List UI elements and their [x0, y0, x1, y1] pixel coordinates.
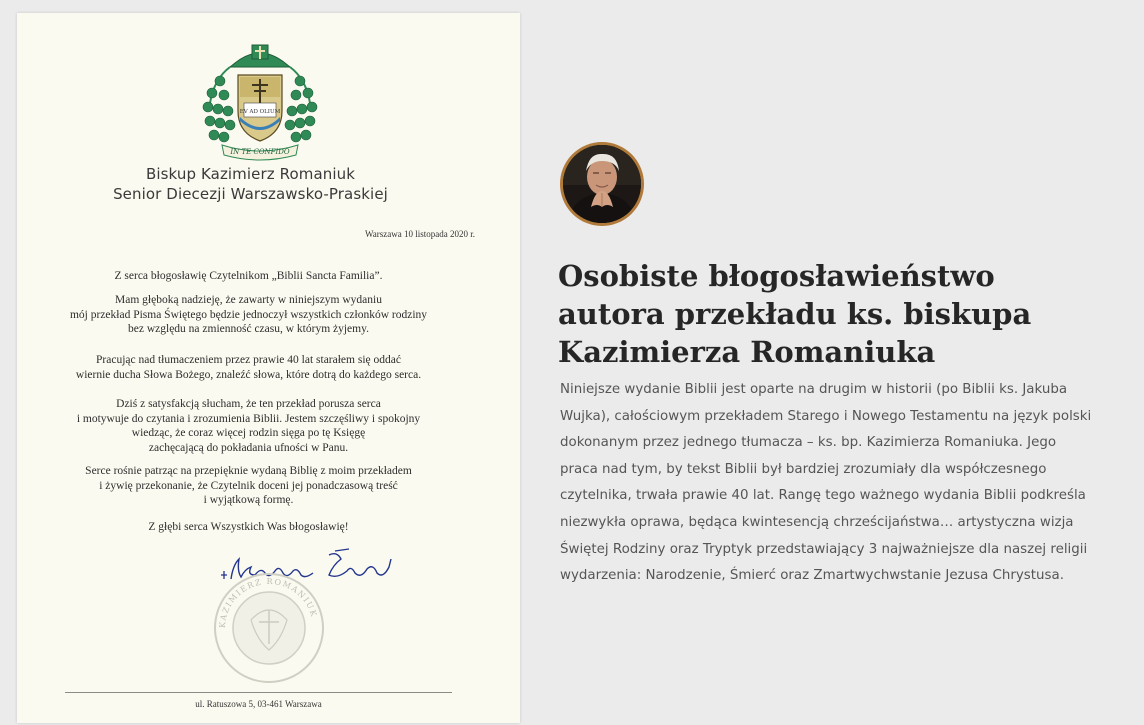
- coat-motto: IN TE CONFIDO: [230, 148, 290, 156]
- article-heading-line: autora przekładu ks. biskupa: [558, 297, 1032, 331]
- letter-line: bez względu na zmienność czasu, w którym żyjemy.: [128, 323, 369, 336]
- letter-paragraph: [17, 397, 520, 455]
- portrait-image: [563, 145, 641, 223]
- article-body: [560, 377, 1092, 590]
- letter-address: ul. Ratuszowa 5, 03-461 Warszawa: [195, 699, 322, 709]
- seal-text: KAZIMIERZ ROMANIUK: [217, 576, 319, 629]
- article-heading: [558, 257, 1038, 371]
- letter-paragraph: [17, 464, 520, 508]
- letter-paragraph: [17, 293, 520, 337]
- letter-line: i wyjątkową formę.: [203, 494, 294, 507]
- article-body-line: Świętej Rodziny oraz Tryptyk przedstawiający 3 najważniejsze dla naszej religii: [560, 541, 1088, 557]
- letter-line: i motywuje do czytania i zrozumienia Biblii. Jestem szczęśliwy i spokojny: [76, 412, 421, 425]
- coat-of-arms-icon: [200, 41, 320, 163]
- article-body-line: czytelnika, trwała prawie 40 lat. Rangę tego ważnego wydania Biblii podkreśla: [560, 488, 1086, 504]
- embossed-seal: [211, 570, 327, 686]
- letter-line: wiedząc, że coraz więcej rodzin sięga po tę Księgę: [131, 427, 366, 440]
- letter-paragraph: [17, 353, 520, 382]
- article-body-line: niezwykła oprawa, będąca kwintesencją chrześcijaństwa… artystyczna wizja: [560, 514, 1074, 530]
- letter-line: Pracując nad tłumaczeniem przez prawie 40 lat starałem się oddać: [96, 354, 401, 366]
- article-body-line: dokonanym przez jednego tłumacza – ks. bp. Kazimierza Romaniuka. Jego: [560, 435, 1057, 451]
- letter-line: Serce rośnie patrząc na przepięknie wydaną Biblię z moim przekładem: [85, 465, 412, 477]
- article-body-line: praca nad tym, by tekst Biblii był bardziej zrozumiały dla współczesnego: [560, 461, 1047, 477]
- article-heading-line: Kazimierza Romaniuka: [558, 335, 936, 369]
- article-heading-line: Osobiste błogosławieństwo: [558, 259, 995, 293]
- letter-line: Z serca błogosławię Czytelnikom „Biblii Sancta Familia”.: [114, 270, 383, 282]
- bishop-portrait-avatar: [560, 142, 644, 226]
- coat-inscription: EV AD OLIUM: [239, 109, 281, 115]
- letter-sender-name: Biskup Kazimierz Romaniuk: [145, 165, 355, 183]
- article-body-line: Wujka), całościowym przekładem Starego i Nowego Testamentu na język polski: [560, 408, 1092, 424]
- article-body-line: Niniejsze wydanie Biblii jest oparte na drugim w historii (po Biblii ks. Jakuba: [560, 382, 1068, 397]
- letter-line: Dziś z satysfakcją słucham, że ten przekład porusza serca: [116, 398, 381, 410]
- letter-line: zachęcającą do pokładania ufności w Panu.: [148, 441, 349, 454]
- letter-line: Mam głęboką nadzieję, że zawarty w niniejszym wydaniu: [115, 294, 382, 306]
- letter-line: mój przekład Pisma Świętego będzie jednoczył wszystkich członków rodziny: [69, 308, 428, 321]
- letter-paragraph: [17, 520, 520, 535]
- letter-footer-divider: [65, 692, 452, 693]
- article-body-line: wydarzenia: Narodzenie, Śmierć oraz Zmartwychwstanie Jezusa Chrystusa.: [560, 568, 1064, 584]
- letter-line: i żywię przekonanie, że Czytelnik doceni jej ponadczasową treść: [99, 479, 398, 492]
- letter-paragraph: [17, 269, 520, 284]
- letter-line: wiernie ducha Słowa Bożego, znaleźć słowa, które dotrą do każdego serca.: [75, 368, 422, 381]
- letter-date: Warszawa 10 listopada 2020 r.: [365, 229, 475, 239]
- bishop-letter-image: [17, 13, 520, 723]
- letter-line: Z głębi serca Wszystkich Was błogosławię!: [148, 521, 349, 533]
- letter-sender-title: Senior Diecezji Warszawsko-Praskiej: [113, 185, 388, 203]
